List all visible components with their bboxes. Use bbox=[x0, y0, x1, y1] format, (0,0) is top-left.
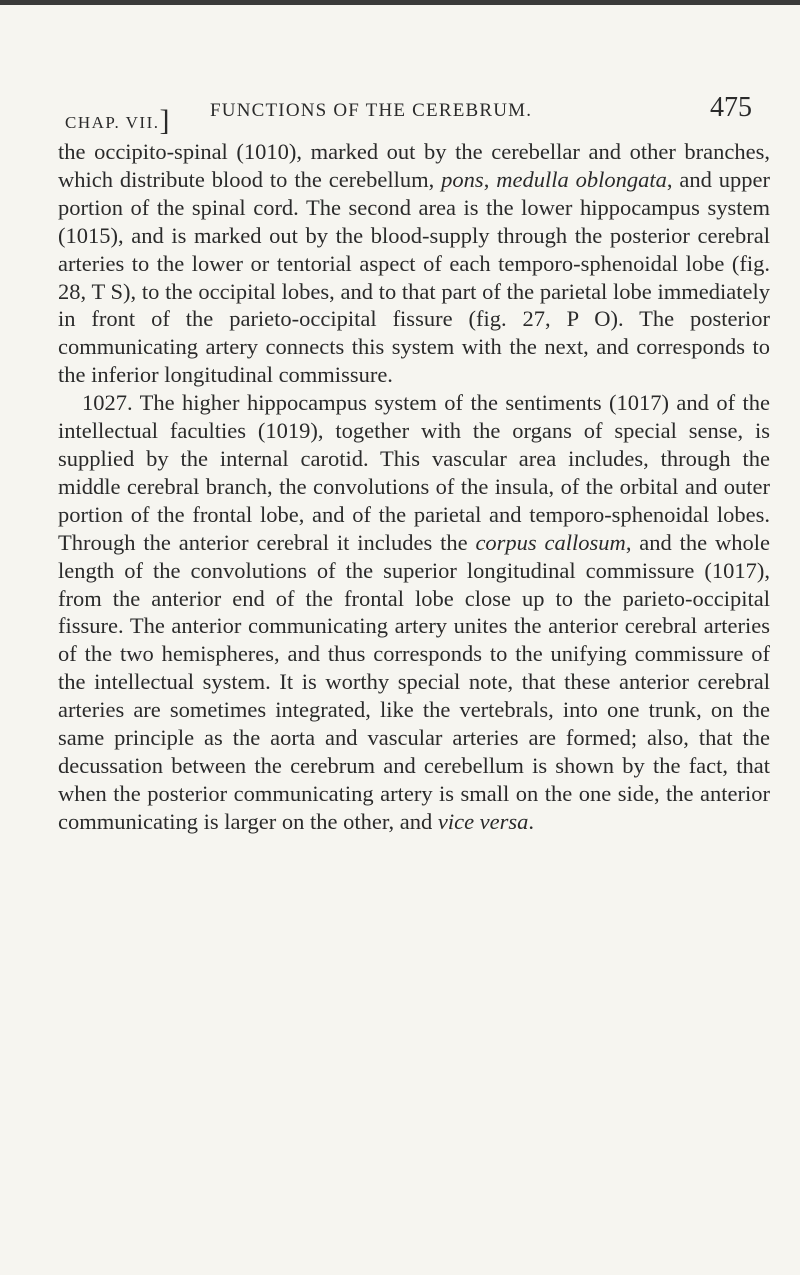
chapter-bracket: ] bbox=[159, 104, 172, 137]
italic-term: vice versa bbox=[437, 808, 529, 834]
page-number: 475 bbox=[710, 92, 752, 123]
paragraph-1: the occipito-spinal (1010), marked out by the cerebellar and other branches, which distribute blood to the cerebellum, pons, medulla oblongata, and upper portion of the spinal cord. The second area is the lower hippocampus system (1015), and is marked out by the blood-supply through the posterior cerebral arteries to the lower or tentorial aspect of each temporo-sphenoidal lobe (fig. 28, T S), to the occipital lobes, and to that part of the parietal lobe immediately in front of the parieto-occipital fissure (fig. 27, P O). The posterior communicating artery connects this system with the next, and corresponds to the inferior longitudinal commissure. bbox=[58, 139, 770, 388]
chapter-label: CHAP. VII.] bbox=[65, 104, 172, 137]
italic-term: medulla oblongata bbox=[496, 166, 667, 192]
body-text bbox=[58, 138, 770, 836]
top-edge-rule bbox=[0, 0, 800, 5]
italic-term: pons bbox=[441, 166, 484, 192]
italic-term: corpus callosum bbox=[475, 529, 626, 555]
running-head bbox=[58, 88, 770, 138]
book-page bbox=[58, 88, 770, 836]
chapter-title: FUNCTIONS OF THE CEREBRUM. bbox=[210, 100, 533, 121]
paragraph-2: 1027. The higher hippocampus system of the sentiments (1017) and of the intellectual faculties (1019), together with the organs of special sense, is supplied by the internal carotid. This vascular area includes, through the middle cerebral branch, the convolutions of the insula, of the orbital and outer portion of the frontal lobe, and of the parietal and temporo-sphenoidal lobes. Through the anterior cerebral it includes the corpus callosum, and the whole length of the convolutions of the superior longitudinal commissure (1017), from the anterior end of the frontal lobe close up to the parieto-occipital fissure. The anterior communicating artery unites the anterior cerebral arteries of the two hemispheres, and thus corresponds to the unifying commissure of the intellectual system. It is worthy special note, that these anterior cerebral arteries are sometimes integrated, like the vertebrals, into one trunk, on the same principle as the aorta and vascular arteries are formed; also, that the decussation between the cerebrum and cerebellum is shown by the fact, that when the posterior communicating artery is small on the one side, the anterior communicating is larger on the other, and vice versa. bbox=[58, 390, 771, 834]
